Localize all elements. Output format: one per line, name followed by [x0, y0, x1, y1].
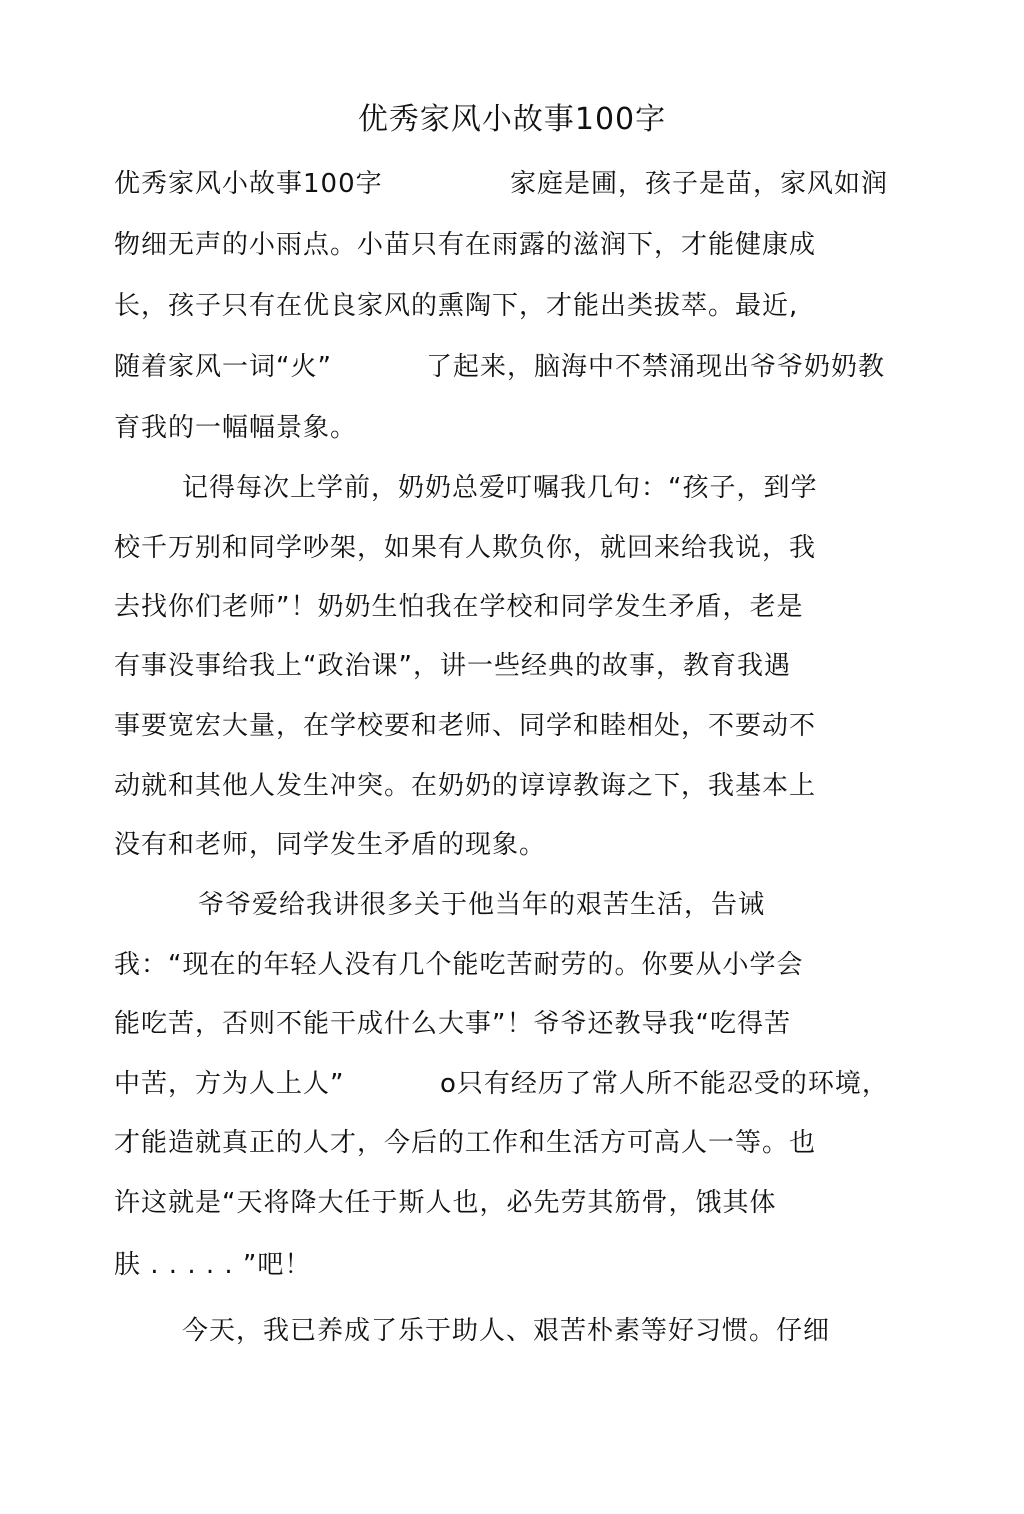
- paragraph-line: 才能造就真正的人才，今后的工作和生活方可高人一等。也: [114, 1128, 817, 1158]
- paragraph-line: 爷爷爱给我讲很多关于他当年的艰苦生活，告诫: [198, 890, 766, 920]
- line-segment: 中苦，方为人上人”: [114, 1069, 345, 1099]
- document-title: 优秀家风小故事100字: [357, 102, 667, 137]
- paragraph-line: 能吃苦，否则不能干成什么大事”！爷爷还教导我“吃得苦: [114, 1009, 791, 1039]
- paragraph-line: 今天，我已养成了乐于助人、艰苦朴素等好习惯。仔细: [182, 1316, 831, 1346]
- paragraph-line: 长，孩子只有在优良家风的熏陶下，才能出类拔萃。最近,: [114, 291, 799, 321]
- paragraph-line: 我：“现在的年轻人没有几个能吃苦耐劳的。你要从小学会: [114, 950, 804, 980]
- line-segment: 了起来，脑海中不禁涌现出爷爷奶奶教: [426, 352, 886, 382]
- paragraph-line: 肤 . . . . . ”吧！: [114, 1250, 312, 1280]
- line-segment: 优秀家风小故事100字: [114, 169, 383, 199]
- line-segment: o只有经历了常人所不能忍受的环境，: [440, 1069, 889, 1099]
- paragraph-line: 有事没事给我上“政治课”，讲一些经典的故事，教育我遇: [114, 651, 791, 681]
- paragraph-line: 许这就是“天将降大任于斯人也，必先劳其筋骨，饿其体: [114, 1188, 777, 1218]
- paragraph-line: 没有和老师，同学发生矛盾的现象。: [114, 830, 547, 860]
- paragraph-line: 记得每次上学前，奶奶总爱叮嘱我几句：“孩子，到学: [182, 473, 818, 503]
- paragraph-line: 物细无声的小雨点。小苗只有在雨露的滋润下，才能健康成: [114, 230, 817, 260]
- paragraph-line: 动就和其他人发生冲突。在奶奶的谆谆教诲之下，我基本上: [114, 771, 817, 801]
- paragraph-line: 校千万别和同学吵架，如果有人欺负你，就回来给我说，我: [114, 533, 817, 563]
- paragraph-line: 育我的一幅幅景象。: [114, 413, 358, 443]
- line-segment: 随着家风一词“火”: [114, 352, 332, 382]
- paragraph-line: 事要宽宏大量，在学校要和老师、同学和睦相处，不要动不: [114, 711, 817, 741]
- paragraph-line: 去找你们老师”！奶奶生怕我在学校和同学发生矛盾，老是: [114, 592, 804, 622]
- line-segment: 家庭是圃，孩子是苗，家风如润: [510, 169, 889, 199]
